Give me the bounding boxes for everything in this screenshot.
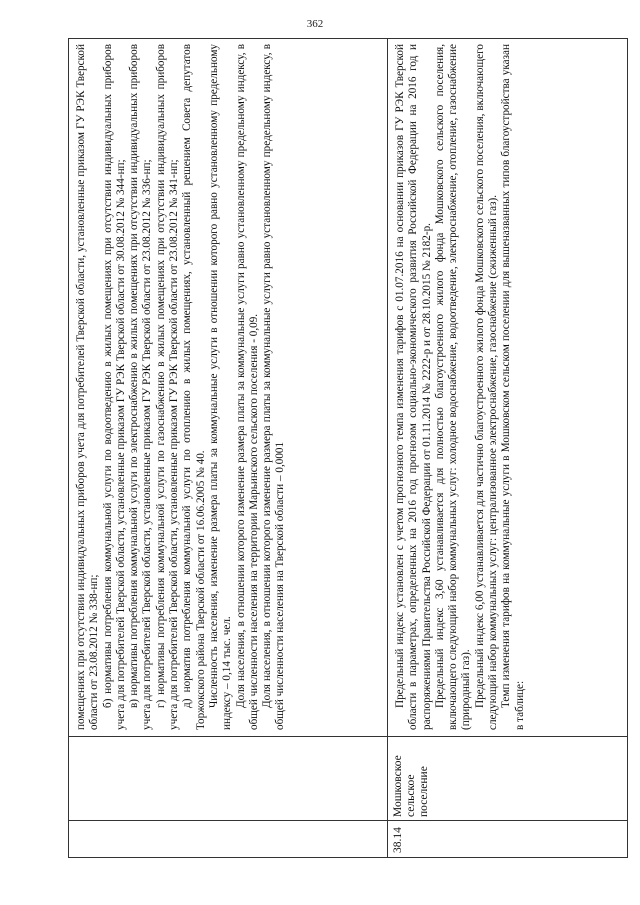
column-divider [69, 736, 627, 737]
paragraph: Предельный индекс 3,60 устанавливается для полностью благоустроенного жилого фонда Мошковского сельского поселения, включающего следующий набор коммунальных услуг: холодное водоснабжение, водоотведение, электроснабжение, отопление, газоснабжение (природный газ). [433, 44, 473, 730]
paragraph: Доля населения, в отношении которого изменение размера платы за коммунальные услуги равно установленному предельному индексу, в общей численности населения на территории Марьинского сельского поселения - 0,09. [234, 44, 260, 730]
description-cell [388, 37, 629, 737]
document-table [68, 38, 628, 858]
paragraph: Предельный индекс установлен с учетом прогнозного темпа изменения тарифов с 01.07.2016 на основании приказов ГУ РЭК Тверской области в параметрах, определенных на 2016 год прогнозом социально-экономического развития Российской Федерации на 2016 год и распоряжениями Правительства Российской Федерации от 01.11.2014 № 2222-р и от 28.10.2015 № 2182-р. [394, 44, 433, 730]
paragraph: помещениях при отсутствии индивидуальных приборов учета для потребителей Тверской области, установленные приказом ГУ РЭК Тверской области от 23.08.2012 № 338-нп; [75, 44, 101, 730]
rotated-table-page [68, 38, 628, 858]
description-cell [69, 37, 387, 737]
paragraph: Предельный индекс 6,00 устанавливается для частично благоустроенного жилого фонда Мошковского сельского поселения, включающего следующий набор коммунальных услуг: централизованное электроснабжение, газоснабжение (сжиженный газ). [473, 44, 500, 730]
settlement-name-cell: Мошковское сельское поселение [392, 755, 430, 817]
paragraph: д) норматив потребления коммунальной услуги по отоплению в жилых помещениях, установленный решением Совета депутатов Торжокского района Тверской области от 16.06.2005 № 40. [181, 44, 207, 730]
table-row [69, 39, 387, 857]
page-number: 362 [306, 18, 324, 30]
settlement-name-cell [69, 737, 387, 821]
column-divider [69, 820, 627, 821]
paragraph: в) нормативы потребления коммунальной услуги по электроснабжению в жилых помещениях при отсутствии индивидуальных приборов учета для потребителей Тверской области, установленные приказом ГУ РЭК Тверской области от 23.08.2012 № 336-нп; [128, 44, 154, 730]
row-number-cell: 38.14 [392, 827, 404, 853]
table-row [387, 39, 629, 857]
paragraph: г) нормативы потребления коммунальной услуги по газоснабжению в жилых помещениях при отсутствии индивидуальных приборов учета для потребителей Тверской области, установленные приказом ГУ РЭК Тверской области от 23.08.2012 № 341-нп; [154, 44, 181, 730]
paragraph: Доля населения, в отношении которого изменение размера платы за коммунальные услуги равно установленному предельному индексу, в общей численности населения на Тверской области – 0,0001 [261, 44, 287, 730]
row-number-cell [69, 821, 387, 857]
paragraph: б) нормативы потребления коммунальной услуги по водоотведению в жилых помещениях при отсутствии индивидуальных приборов учета для потребителей Тверской области, установленные приказом ГУ РЭК Тверской области от 30.08.2012 № 344-нп; [101, 44, 127, 730]
paragraph: Численность населения, изменение размера платы за коммунальные услуги в отношении которого равно установленному предельному индексу – 0,14 тыс. чел. [207, 44, 234, 730]
paragraph: Темп изменения тарифов на коммунальные услуги в Мошковском сельском поселении для вышеназванных типов благоустройства указан в таблице: [500, 44, 526, 730]
